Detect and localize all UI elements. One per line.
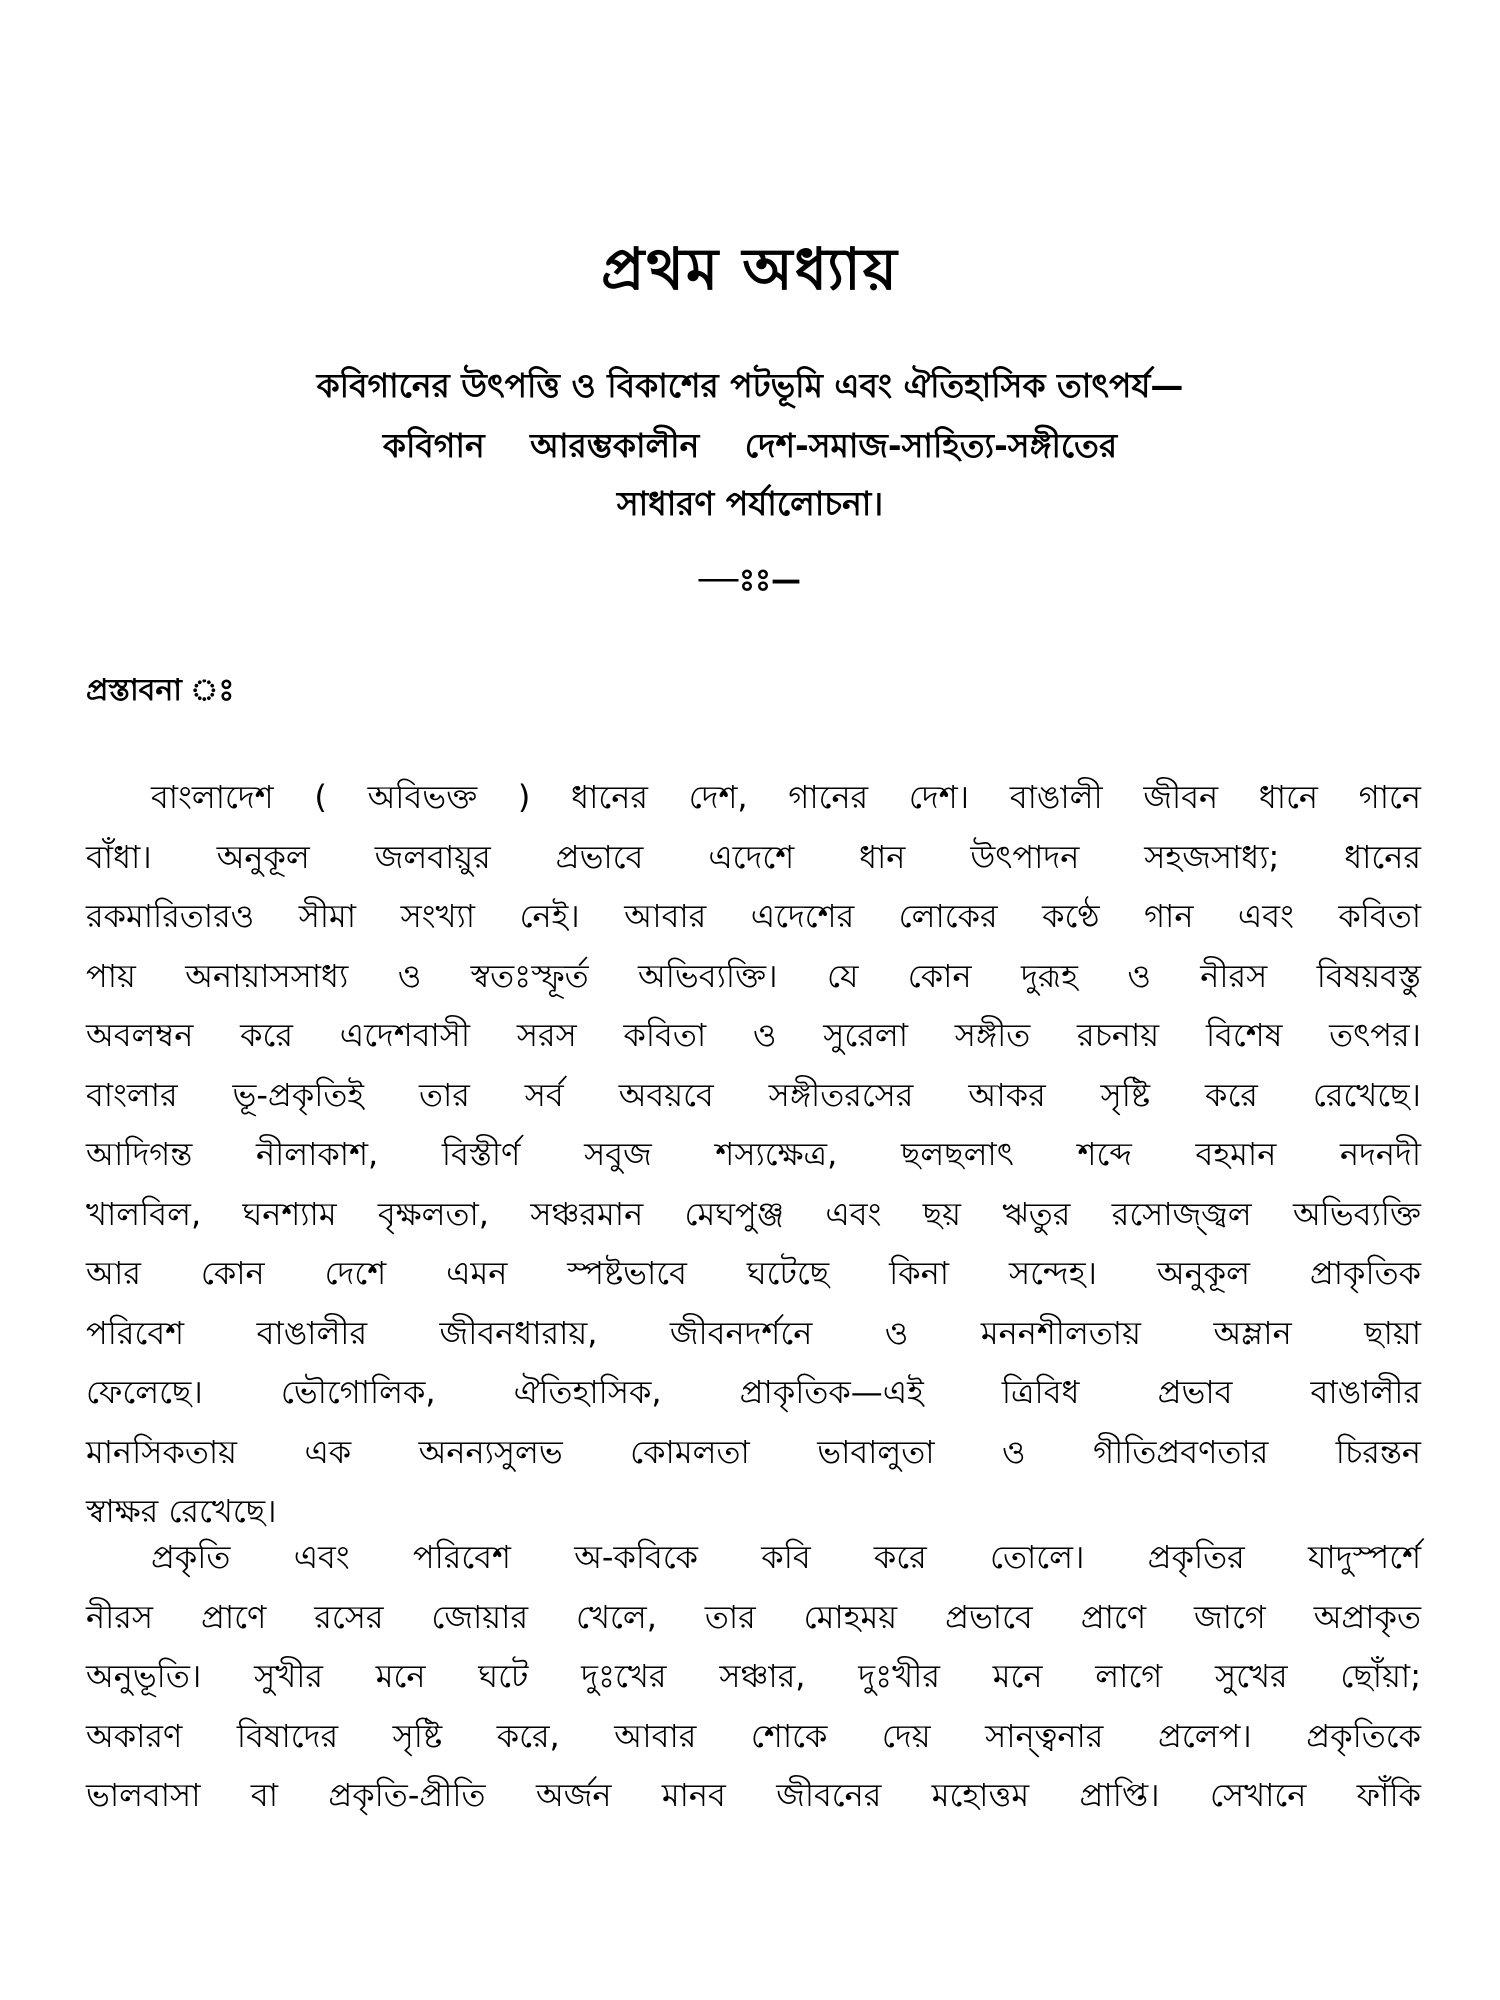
chapter-subtitle-line-3: সাধারণ পর্যালোচনা। [616,484,884,523]
paragraph-line: অবলম্বন করে এদেশবাসী সরস কবিতা ও সুরেলা সঙ্গীত রচনায় বিশেষ তৎপর। [86,1016,1421,1054]
paragraph-line: ফেলেছে। ভৌগোলিক, ঐতিহাসিক, প্রাকৃতিক—এই ত্রিবিধ প্রভাব বাঙালীর [86,1373,1421,1411]
paragraph-line: প্রকৃতি এবং পরিবেশ অ-কবিকে কবি করে তোলে। প্রকৃতির যাদুস্পর্শে [151,1538,1421,1576]
paragraph-line: খালবিল, ঘনশ্যাম বৃক্ষলতা, সঞ্চরমান মেঘপুঞ্জ এবং ছয় ঋতুর রসোজ্জ্বল অভিব্যক্তি [86,1194,1421,1233]
paragraph-line: বাংলাদেশ ( অবিভক্ত ) ধানের দেশ, গানের দেশ। বাঙালী জীবন ধানে গানে [151,778,1421,816]
paragraph-line: স্বাক্ষর রেখেছে। [86,1492,277,1530]
paragraph-line: ভালবাসা বা প্রকৃতি-প্রীতি অর্জন মানব জীবনের মহোত্তম প্রাপ্তি। সেখানে ফাঁকি [86,1776,1421,1814]
paragraph-line: বাঁধা। অনুকূল জলবায়ুর প্রভাবে এদেশে ধান উৎপাদন সহজসাধ্য; ধানের [86,837,1421,876]
section-divider-ornament: —ঃঃ— [699,563,801,598]
paragraph-line: পরিবেশ বাঙালীর জীবনধারায়, জীবনদর্শনে ও মননশীলতায় অম্লান ছায়া [86,1313,1421,1352]
paragraph-line: অনুভূতি। সুখীর মনে ঘটে দুঃখের সঞ্চার, দুঃখীর মনে লাগে সুখের ছোঁয়া; [86,1657,1421,1695]
chapter-subtitle-line-1: কবিগানের উৎপত্তি ও বিকাশের পটভূমি এবং ঐতিহাসিক তাৎপর্য— [316,366,1184,405]
paragraph-line: রকমারিতারও সীমা সংখ্যা নেই। আবার এদেশের লোকের কণ্ঠে গান এবং কবিতা [86,897,1421,935]
paragraph-line: মানসিকতায় এক অনন্যসুলভ কোমলতা ভাবালুতা ও গীতিপ্রবণতার চিরন্তন [86,1432,1421,1471]
paragraph-line: আর কোন দেশে এমন স্পষ্টভাবে ঘটেছে কিনা সন্দেহ। অনুকূল প্রাকৃতিক [86,1254,1421,1292]
section-heading: প্রস্তাবনা ঃ [86,673,235,708]
paragraph-2 [86,1528,1421,1826]
paragraph-line: নীরস প্রাণে রসের জোয়ার খেলে, তার মোহময় প্রভাবে প্রাণে জাগে অপ্রাকৃত [86,1597,1421,1636]
paragraph-line: আদিগন্ত নীলাকাশ, বিস্তীর্ণ সবুজ শস্যক্ষেত্র, ছলছলাৎ শব্দে বহমান নদনদী [86,1135,1421,1173]
chapter-subtitle-line-2: কবিগান আরম্ভকালীন দেশ-সমাজ-সাহিত্য-সঙ্গীতের [382,426,1118,465]
paragraph-line: পায় অনায়াসসাধ্য ও স্বতঃস্ফূর্ত অভিব্যক্তি। যে কোন দুরূহ ও নীরস বিষয়বস্তু [86,956,1421,995]
chapter-title: প্রথম অধ্যায় [601,235,899,303]
paragraph-1 [86,768,1421,1542]
paragraph-line: অকারণ বিষাদের সৃষ্টি করে, আবার শোকে দেয় সান্ত্বনার প্রলেপ। প্রকৃতিকে [86,1716,1421,1755]
paragraph-line: বাংলার ভূ-প্রকৃতিই তার সর্ব অবয়বে সঙ্গীতরসের আকর সৃষ্টি করে রেখেছে। [86,1075,1421,1114]
